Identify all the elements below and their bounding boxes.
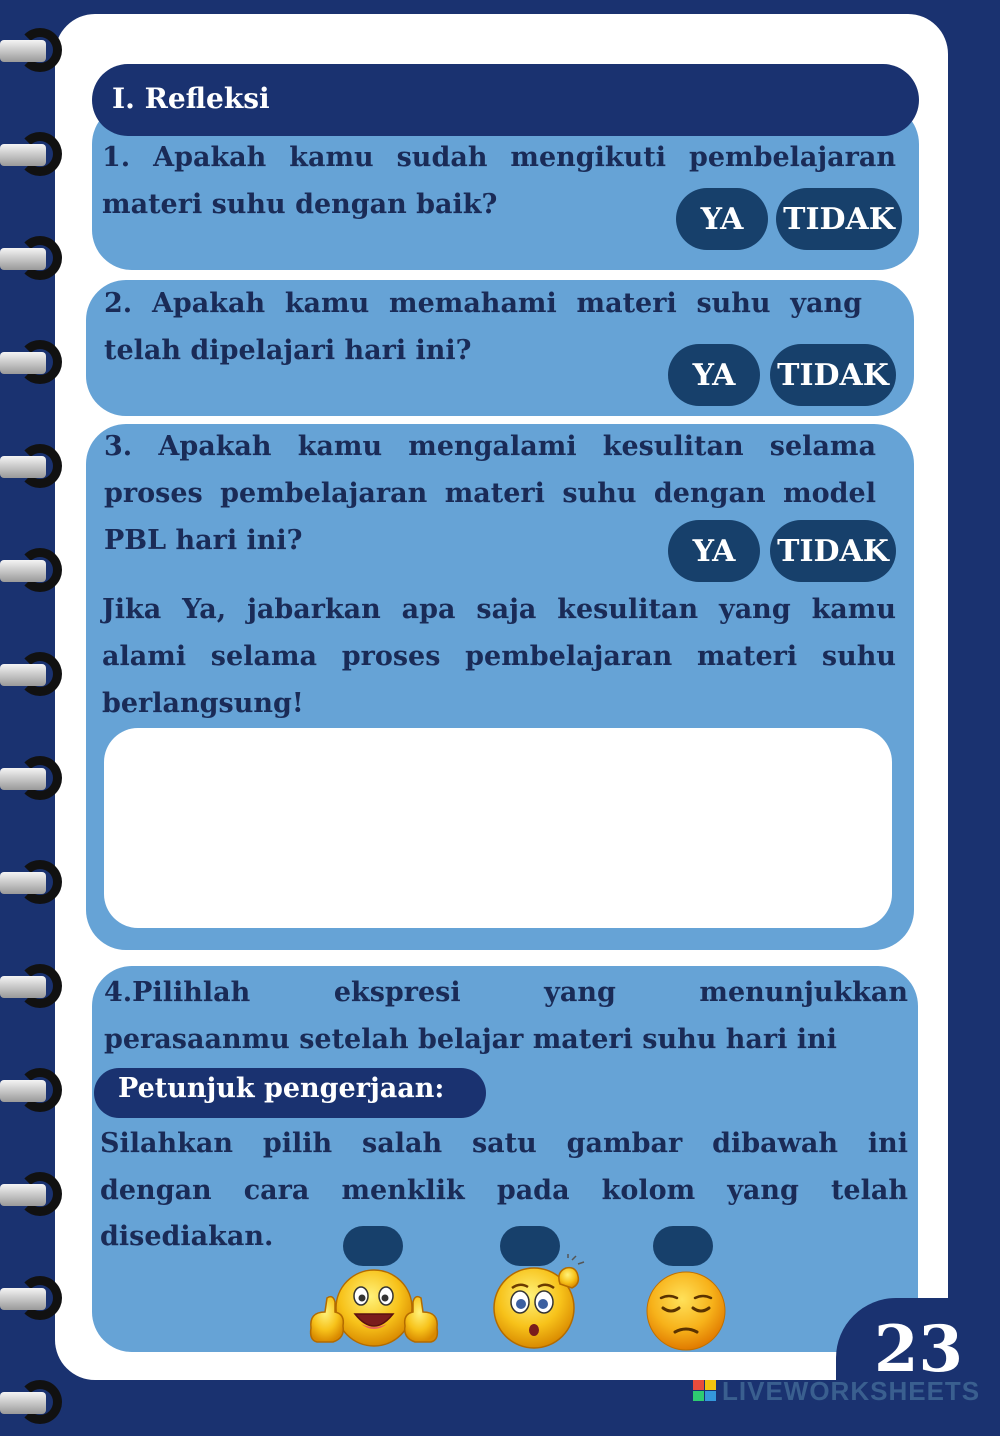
confused-thinking-icon[interactable] (490, 1254, 590, 1350)
difficulty-answer-field[interactable] (104, 728, 892, 928)
instructions-line-3: disediakan. (100, 1221, 274, 1252)
happy-thumbs-up-icon[interactable] (303, 1268, 445, 1350)
q3-yes-button[interactable]: YA (668, 520, 760, 582)
question-4-line-1: 4.Pilihlah ekspresi yang menunjukkan (104, 977, 908, 1008)
q2-yes-button[interactable]: YA (668, 344, 760, 406)
liveworksheets-logo-icon (693, 1380, 717, 1402)
instructions-line-2: dengan cara menklik pada kolom yang telah (100, 1175, 908, 1206)
binding-ring (0, 1276, 70, 1332)
question-3-line-2: proses pembelajaran materi suhu dengan model (104, 478, 876, 509)
question-1-line-2: materi suhu dengan baik? (102, 189, 498, 220)
q1-yes-button[interactable]: YA (676, 188, 768, 250)
question-2-line-2: telah dipelajari hari ini? (104, 335, 472, 366)
binding-ring (0, 1068, 70, 1124)
instructions-line-1: Silahkan pilih salah satu gambar dibawah ini (100, 1128, 908, 1159)
binding-ring (0, 132, 70, 188)
binding-ring (0, 860, 70, 916)
binding-ring (0, 236, 70, 292)
section-header: I. Refleksi (92, 64, 919, 136)
binding-ring (0, 964, 70, 1020)
page-number: 23 (874, 1312, 964, 1387)
question-3-followup-line-2: alami selama proses pembelajaran materi suhu (102, 641, 896, 672)
question-1-line-1: 1. Apakah kamu sudah mengikuti pembelajaran (102, 142, 896, 173)
binding-ring (0, 652, 70, 708)
question-3-followup-line-3: berlangsung! (102, 688, 304, 719)
binding-ring (0, 340, 70, 396)
binding-ring (0, 1380, 70, 1436)
sad-face-icon[interactable] (645, 1270, 727, 1352)
q2-no-button[interactable]: TIDAK (770, 344, 896, 406)
binding-ring (0, 28, 70, 84)
question-3-line-1: 3. Apakah kamu mengalami kesulitan selama (104, 431, 876, 462)
instructions-label: Petunjuk pengerjaan: (94, 1068, 486, 1118)
binding-ring (0, 1172, 70, 1228)
question-3-line-3: PBL hari ini? (104, 525, 303, 556)
q1-no-button[interactable]: TIDAK (776, 188, 902, 250)
question-2-line-1: 2. Apakah kamu memahami materi suhu yang (104, 288, 862, 319)
q3-no-button[interactable]: TIDAK (770, 520, 896, 582)
binding-ring (0, 444, 70, 500)
binding-ring (0, 548, 70, 604)
happy-choice-box[interactable] (343, 1226, 403, 1266)
watermark-text: LIVEWORKSHEETS (722, 1376, 981, 1406)
question-3-followup-line-1: Jika Ya, jabarkan apa saja kesulitan yang kamu (102, 594, 896, 625)
question-4-line-2: perasaanmu setelah belajar materi suhu hari ini (104, 1024, 837, 1055)
binding-ring (0, 756, 70, 812)
sad-choice-box[interactable] (653, 1226, 713, 1266)
